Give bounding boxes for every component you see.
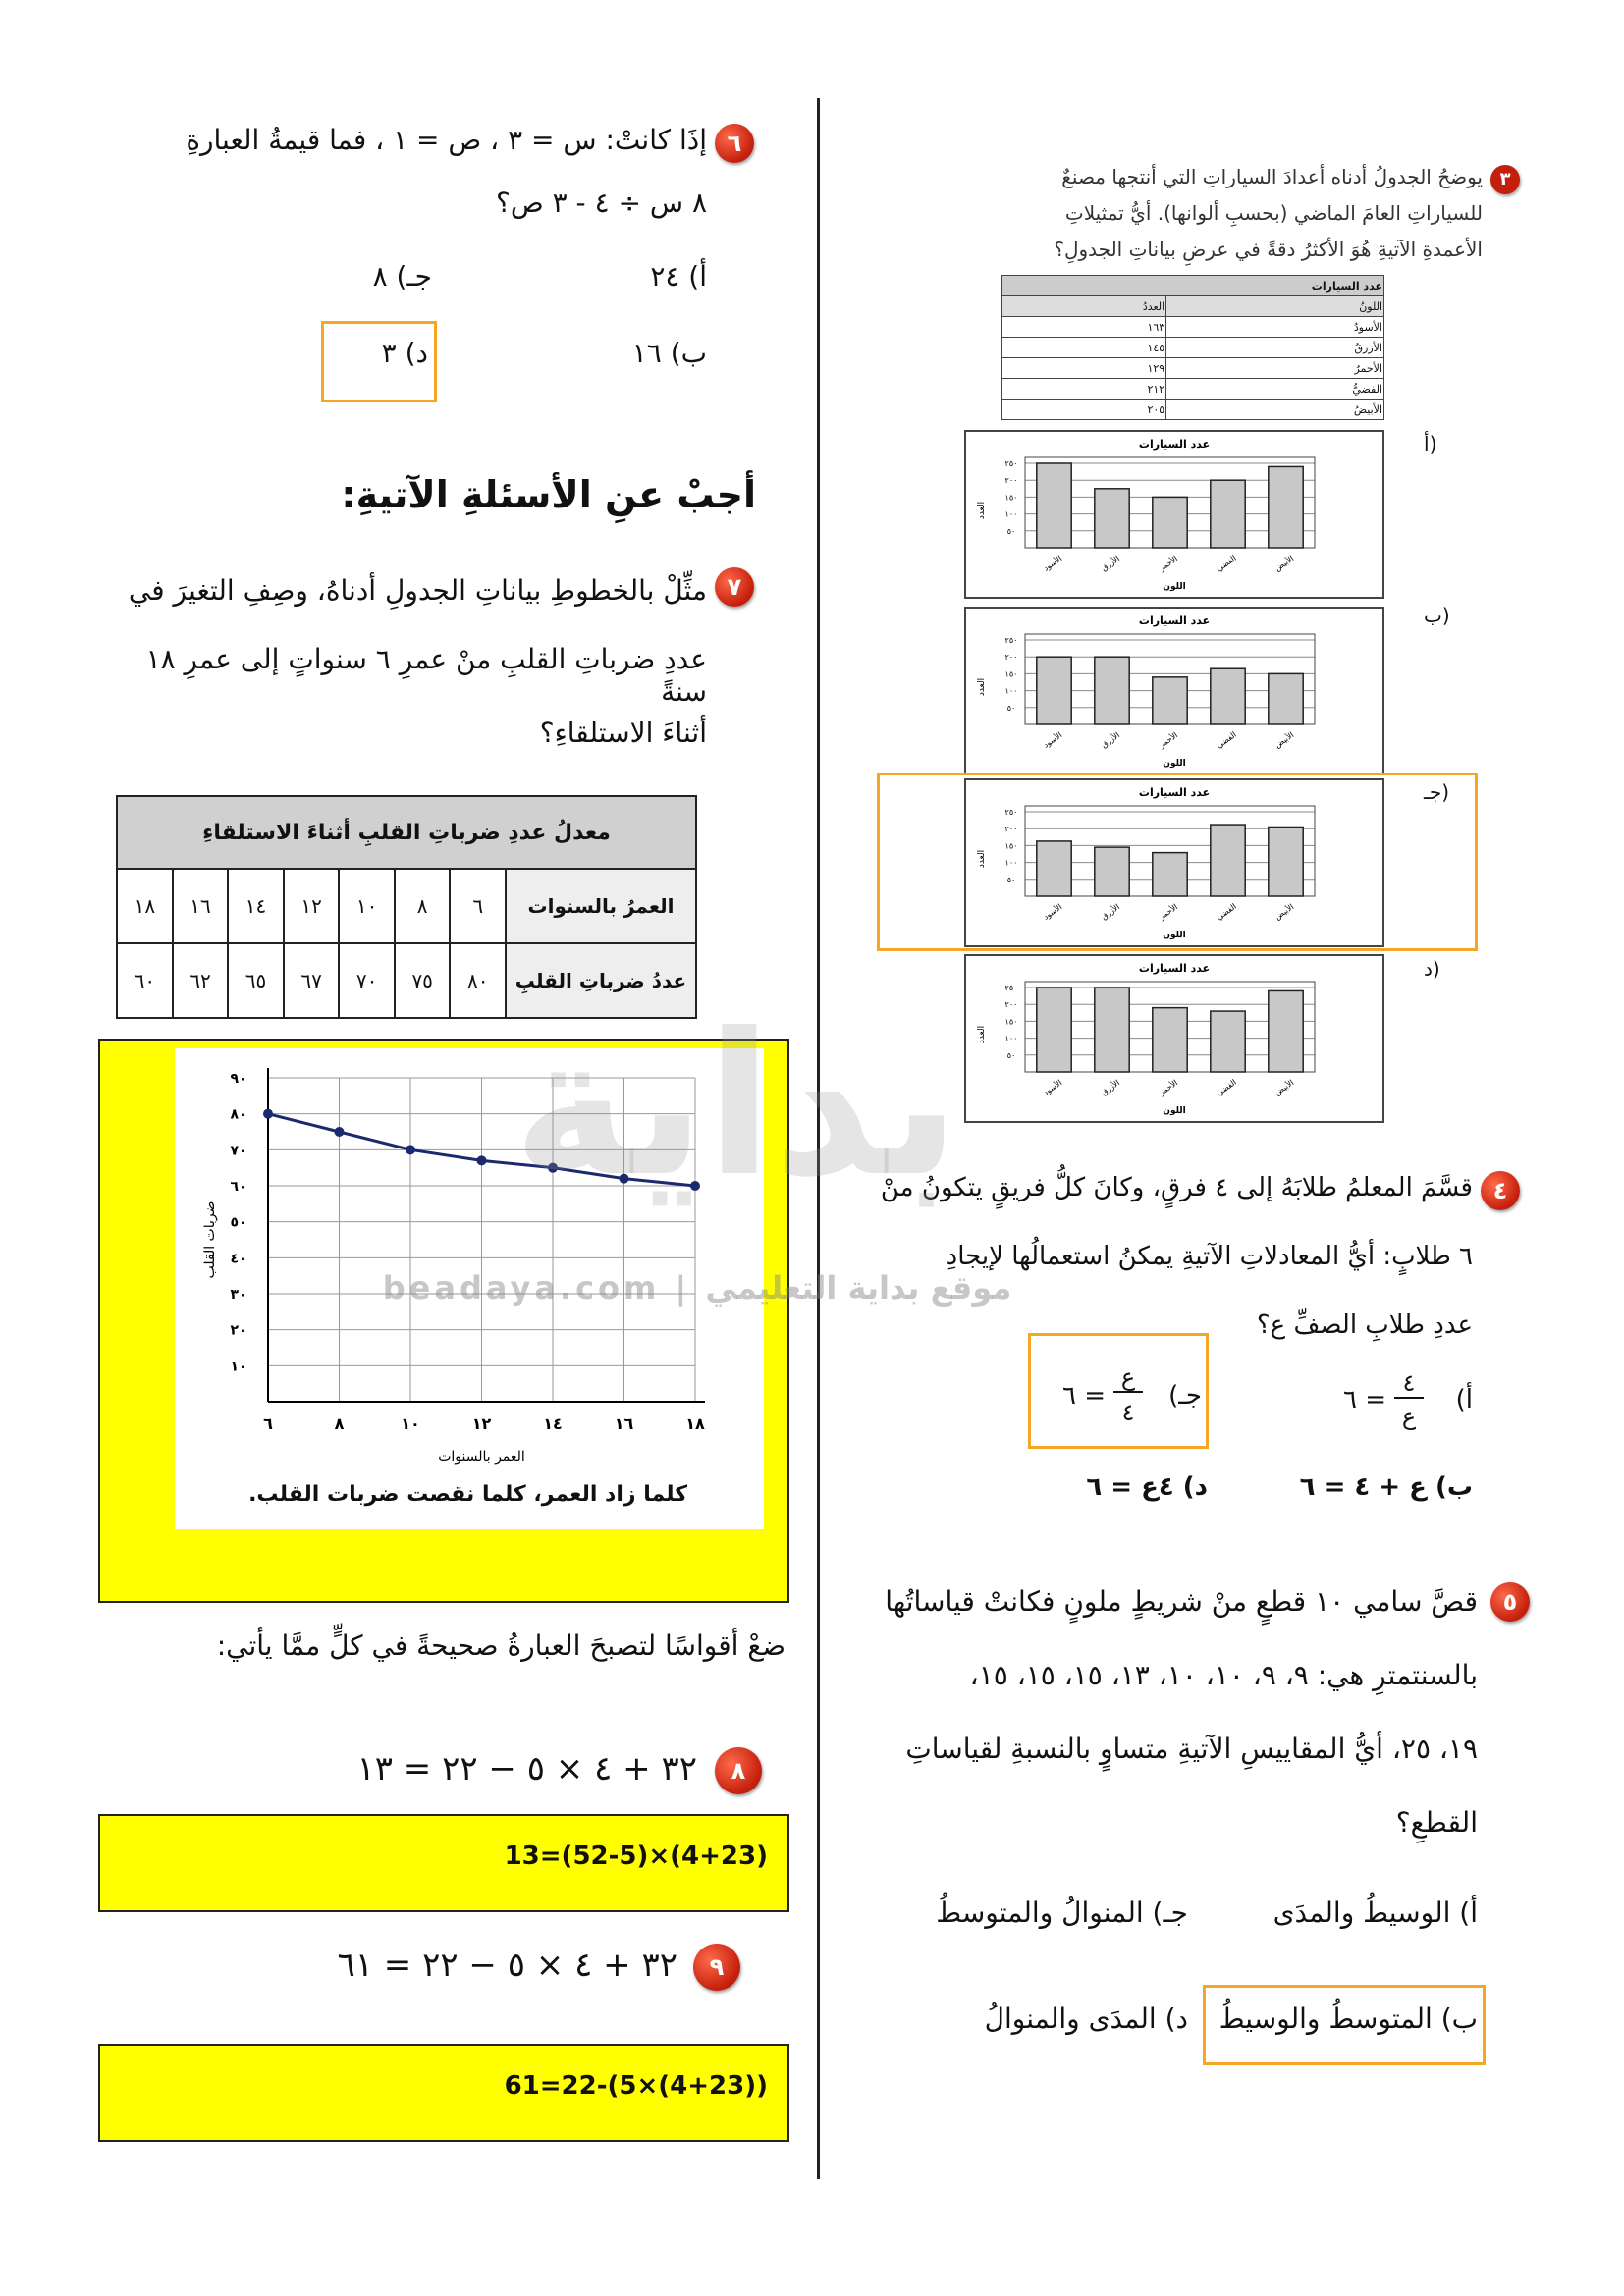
x-axis-label: اللون — [1163, 759, 1186, 769]
table-cell: ١٢ — [284, 869, 340, 943]
table-cell: ٢١٢ — [1002, 379, 1166, 400]
y-axis-label: العدد — [977, 501, 987, 520]
y-tick-label: ٨٠ — [230, 1106, 247, 1123]
y-tick-label: ٢٠٠ — [1004, 476, 1018, 486]
q4-option-d[interactable]: د) ٤ع = ٦ — [1086, 1472, 1208, 1502]
x-tick-label: ١٨ — [685, 1415, 705, 1433]
table-cell: الفضيُّ — [1166, 379, 1384, 400]
data-point — [548, 1163, 558, 1173]
y-axis-label: العدد — [977, 849, 987, 869]
bar — [1269, 990, 1303, 1072]
x-tick-label: الأحمر — [1157, 902, 1180, 922]
q8-answer: 13=(52-5)×(4+23) — [504, 1842, 768, 1871]
q8-answer-box — [98, 1814, 789, 1912]
x-tick-label: الأسود — [1041, 554, 1064, 573]
y-axis-label: العدد — [977, 1025, 987, 1044]
y-tick-label: ٥٠ — [1006, 875, 1016, 884]
x-tick-label: الأبيض — [1272, 1078, 1296, 1097]
bar-chart-title: عدد السيارات — [1138, 614, 1211, 627]
column-divider — [817, 98, 820, 2179]
bar-chart-d-svg — [966, 956, 1382, 1121]
x-tick-label: ١٢ — [471, 1415, 492, 1433]
bar — [1211, 825, 1245, 896]
bar-chart-c-svg — [966, 780, 1382, 945]
y-tick-label: ٢٥٠ — [1004, 984, 1018, 992]
bar-chart-option-a[interactable] — [964, 430, 1384, 599]
q3-option-d-label[interactable]: د) — [1424, 957, 1440, 981]
x-tick-label: الأبيض — [1272, 730, 1296, 750]
table-cell: الأسودُ — [1166, 317, 1384, 338]
y-tick-label: ٢٠٠ — [1004, 1000, 1018, 1010]
y-tick-label: ٢٥٠ — [1004, 459, 1018, 468]
q4-option-a-label: أ) — [1455, 1385, 1473, 1415]
bar — [1095, 988, 1129, 1072]
bar — [1037, 841, 1071, 896]
bar — [1211, 668, 1245, 724]
x-tick-label: الأحمر — [1157, 554, 1180, 573]
y-axis-label: ضربات القلب — [202, 1201, 218, 1279]
y-tick-label: ٤٠ — [230, 1251, 247, 1267]
bar-chart-option-d[interactable] — [964, 954, 1384, 1123]
y-tick-label: ٥٠ — [1006, 526, 1016, 536]
table-cell: ١٢٩ — [1002, 358, 1166, 379]
table-cell: ١٦٣ — [1002, 317, 1166, 338]
y-tick-label: ٣٠ — [230, 1287, 247, 1303]
bar — [1153, 677, 1187, 724]
x-tick-label: الأسود — [1041, 1078, 1064, 1097]
q5-option-b[interactable]: ب) المتوسطُ والوسيطُ — [1218, 2002, 1478, 2035]
y-tick-label: ٩٠ — [230, 1071, 247, 1087]
q4-option-a-numerator: ٤ — [1394, 1369, 1424, 1399]
x-tick-label: الأزرق — [1099, 730, 1122, 750]
table-row-header-age: العمرُ بالسنوات — [506, 869, 696, 943]
table-cell: ٨ — [395, 869, 451, 943]
y-tick-label: ١٥٠ — [1004, 493, 1018, 503]
y-tick-label: ١٥٠ — [1004, 669, 1018, 679]
x-tick-label: الأبيض — [1272, 902, 1296, 922]
y-tick-label: ٥٠ — [1006, 1050, 1016, 1060]
q5-option-c[interactable]: جـ) المنوالُ والمتوسطُ — [936, 1896, 1188, 1929]
y-tick-label: ١٠٠ — [1004, 686, 1018, 696]
y-tick-label: ١٥٠ — [1004, 841, 1018, 851]
watermark-logo: بداية — [513, 991, 960, 1220]
question-number-5: ٥ — [1490, 1582, 1530, 1622]
bar — [1153, 497, 1187, 548]
q5-line3: ١٩، ٢٥، أيُّ المقاييسِ الآتيةِ متساوٍ بالنسبةِ لقياساتِ — [905, 1733, 1478, 1765]
y-tick-label: ١٠٠ — [1004, 858, 1018, 868]
cars-table-title: عدد السيارات — [1002, 276, 1384, 296]
data-point — [406, 1145, 415, 1154]
q6-line1: إذَا كانتْ: س = ٣ ، ص = ١ ، فما قيمةُ العبارةِ — [186, 124, 707, 156]
cars-table-header-color: اللونُ — [1166, 296, 1384, 317]
line-chart-panel — [175, 1048, 764, 1529]
section-heading: أجبْ عنِ الأسئلةِ الآتيةِ: — [341, 473, 756, 516]
heart-rate-table — [116, 795, 697, 1019]
y-tick-label: ٦٠ — [230, 1179, 247, 1195]
bar-chart-option-c[interactable] — [964, 778, 1384, 947]
bar — [1153, 1008, 1187, 1072]
bar-chart-title: عدد السيارات — [1138, 786, 1211, 799]
q4-option-b[interactable]: ب) ع + ٤ = ٦ — [1299, 1472, 1473, 1502]
q4-option-c[interactable] — [1041, 1360, 1208, 1438]
q5-option-a[interactable]: أ) الوسيطُ والمدَى — [1272, 1896, 1478, 1929]
table-cell: ٧٥ — [395, 943, 451, 1018]
table-cell: الأزرقُ — [1166, 338, 1384, 358]
y-axis-label: العدد — [977, 677, 987, 697]
question-number-9: ٩ — [693, 1944, 740, 1991]
q6-line2: ٨ س ÷ ٤ - ٣ ص؟ — [495, 187, 707, 219]
q4-option-a[interactable] — [1286, 1369, 1473, 1438]
table-cell: ٦٥ — [228, 943, 284, 1018]
bar — [1037, 657, 1071, 724]
q3-line3: الأعمدةِ الآتيةِ هُوَ الأكثرُ دقةً في عرضِ بياناتِ الجدولِ؟ — [1054, 238, 1483, 261]
x-tick-label: ١٠ — [401, 1415, 420, 1433]
q3-option-b-label[interactable]: ب) — [1424, 604, 1450, 627]
q4-option-c-denominator: ٤ — [1121, 1399, 1135, 1426]
bar-chart-a-svg — [966, 432, 1382, 597]
q5-line1: قصَّ سامي ١٠ قطعٍ منْ شريطٍ ملونٍ فكانتْ قياساتُها — [885, 1585, 1478, 1618]
q6-option-d[interactable]: د) ٣ — [381, 337, 428, 369]
x-axis-label: العمر بالسنوات — [438, 1449, 525, 1465]
q4-line2: ٦ طلابٍ: أيُّ المعادلاتِ الآتيةِ يمكنُ استعمالُها لإيجادِ — [946, 1242, 1473, 1271]
x-tick-label: الفضي — [1215, 901, 1238, 923]
q7-line2: عددِ ضرباتِ القلبِ منْ عمرِ ٦ سنواتٍ إلى عمرِ ١٨ سنةً — [145, 643, 707, 708]
y-tick-label: ٢٥٠ — [1004, 808, 1018, 817]
bar-chart-title: عدد السيارات — [1138, 962, 1211, 975]
q4-option-a-denominator: ع — [1401, 1403, 1417, 1430]
heart-rate-line-chart — [175, 1048, 764, 1529]
q4-option-c-numerator: ع — [1113, 1363, 1143, 1393]
x-tick-label: الأحمر — [1157, 730, 1180, 750]
data-point — [620, 1174, 629, 1184]
x-tick-label: الأسود — [1041, 902, 1064, 922]
q7-answer-text: كلما زاد العمر، كلما نقصت ضربات القلب. — [248, 1482, 687, 1507]
bar — [1269, 466, 1303, 548]
data-point — [335, 1127, 345, 1137]
x-tick-label: ٦ — [263, 1415, 273, 1433]
q4-option-a-rhs: = ٦ — [1342, 1385, 1386, 1415]
table-cell: ٦ — [450, 869, 506, 943]
q7-line3: أثناءَ الاستلقاءِ؟ — [539, 717, 707, 749]
heart-rate-table-title: معدلُ عددِ ضرباتِ القلبِ أثناءَ الاستلقاءِ — [117, 796, 696, 869]
x-tick-label: الأبيض — [1272, 554, 1296, 573]
x-tick-label: الفضي — [1215, 729, 1238, 751]
cars-table — [1001, 275, 1384, 420]
table-cell: ٢٠٥ — [1002, 400, 1166, 420]
table-cell: ٦٠ — [117, 943, 173, 1018]
bar-chart-option-b[interactable] — [964, 607, 1384, 775]
y-tick-label: ٥٠ — [230, 1214, 247, 1231]
q5-line2: بالسنتمترِ هي: ٩، ٩، ١٠، ١٠، ١٣، ١٥، ١٥، ١٥، — [969, 1659, 1478, 1691]
data-point — [477, 1155, 487, 1165]
x-tick-label: الأزرق — [1099, 1078, 1122, 1097]
bar-chart-title: عدد السيارات — [1138, 438, 1211, 451]
bar — [1037, 463, 1071, 548]
y-tick-label: ٢٠ — [230, 1322, 247, 1339]
x-axis-label: اللون — [1163, 931, 1186, 940]
y-tick-label: ٢٠٠ — [1004, 653, 1018, 663]
y-tick-label: ٢٥٠ — [1004, 636, 1018, 645]
y-tick-label: ١٠٠ — [1004, 1034, 1018, 1043]
q6-option-b[interactable]: ب) ١٦ — [631, 337, 707, 369]
q9-answer: 61=22-(5×(4+23)) — [504, 2071, 768, 2101]
table-cell: ٨٠ — [450, 943, 506, 1018]
q3-line2: للسياراتِ العامَ الماضي (بحسبِ ألوانها). أيُّ تمثيلاتِ — [1064, 201, 1483, 225]
q6-option-a[interactable]: أ) ٢٤ — [650, 260, 707, 293]
q7-line1: مثِّلْ بالخطوطِ بياناتِ الجدولِ أدناهُ، وصِفِ التغيرَ في — [128, 574, 707, 607]
question-number-3: ٣ — [1490, 165, 1520, 194]
bar — [1095, 489, 1129, 548]
q4-line1: قسَّمَ المعلمُ طلابَهُ إلى ٤ فرقٍ، وكانَ كلُّ فريقٍ يتكونُ منْ — [880, 1173, 1473, 1202]
q5-line4: القطعِ؟ — [1395, 1806, 1478, 1839]
q4-line3: عددِ طلابِ الصفِّ ع؟ — [1256, 1310, 1473, 1340]
cars-table-header-count: العددُ — [1002, 296, 1166, 317]
table-cell: ١٠ — [339, 869, 395, 943]
y-tick-label: ٢٠٠ — [1004, 825, 1018, 834]
question-number-8: ٨ — [715, 1747, 762, 1794]
bar — [1037, 988, 1071, 1072]
data-point — [690, 1181, 700, 1191]
y-tick-label: ٥٠ — [1006, 703, 1016, 713]
y-tick-label: ١٠٠ — [1004, 509, 1018, 519]
q3-option-a-label[interactable]: أ) — [1424, 432, 1437, 455]
q5-option-d[interactable]: د) المدَى والمنوالُ — [984, 2002, 1188, 2035]
table-cell: الأحمرُ — [1166, 358, 1384, 379]
q4-option-c-label: جـ) — [1168, 1381, 1202, 1411]
table-cell: ١٨ — [117, 869, 173, 943]
q4-option-c-rhs: = ٦ — [1061, 1381, 1106, 1411]
x-tick-label: ٨ — [334, 1415, 345, 1433]
question-number-6: ٦ — [715, 124, 754, 163]
x-axis-label: اللون — [1163, 582, 1186, 592]
x-axis-label: اللون — [1163, 1106, 1186, 1116]
y-tick-label: ١٠ — [230, 1359, 247, 1375]
q9-answer-box — [98, 2044, 789, 2142]
bar — [1269, 827, 1303, 896]
x-tick-label: الأحمر — [1157, 1078, 1180, 1097]
question-number-4: ٤ — [1481, 1171, 1520, 1210]
table-cell: ٧٠ — [339, 943, 395, 1018]
x-tick-label: الأزرق — [1099, 554, 1122, 573]
data-point — [263, 1109, 273, 1119]
bar — [1153, 853, 1187, 896]
y-tick-label: ١٥٠ — [1004, 1017, 1018, 1027]
y-tick-label: ٧٠ — [230, 1143, 247, 1159]
q9-expression: ٣٢ + ٤ × ٥ − ٢٢ = ٦١ — [337, 1946, 677, 1985]
watermark-site: beadaya.com | موقع بداية التعليمي — [382, 1269, 1012, 1307]
x-tick-label: ١٦ — [614, 1415, 634, 1433]
bar — [1211, 480, 1245, 548]
x-tick-label: الفضي — [1215, 1077, 1238, 1098]
table-cell: الأبيضُ — [1166, 400, 1384, 420]
brackets-instruction: ضعْ أقواسًا لتصبحَ العبارةُ صحيحةً في كلٍّ ممَّا يأتي: — [216, 1629, 785, 1662]
x-tick-label: الأزرق — [1099, 902, 1122, 922]
table-row-header-heartbeats: عددُ ضرباتِ القلبِ — [506, 943, 696, 1018]
bar — [1095, 847, 1129, 896]
x-tick-label: الفضي — [1215, 553, 1238, 574]
table-cell: ٦٢ — [173, 943, 229, 1018]
table-cell: ١٤٥ — [1002, 338, 1166, 358]
q3-line1: يوضحُ الجدولُ أدناه أعدادَ السياراتِ التي أنتجها مصنعٌ — [1061, 165, 1483, 188]
bar — [1211, 1011, 1245, 1072]
bar — [1095, 657, 1129, 724]
q6-option-c[interactable]: جـ) ٨ — [372, 260, 432, 293]
table-cell: ١٤ — [228, 869, 284, 943]
q8-expression: ٣٢ + ٤ × ٥ − ٢٢ = ١٣ — [356, 1749, 697, 1789]
x-tick-label: الأسود — [1041, 730, 1064, 750]
x-tick-label: ١٤ — [543, 1415, 563, 1433]
bar — [1269, 673, 1303, 724]
bar-chart-b-svg — [966, 609, 1382, 774]
q3-option-c-label[interactable]: جـ) — [1424, 780, 1450, 804]
table-cell: ١٦ — [173, 869, 229, 943]
question-number-7: ٧ — [715, 567, 754, 607]
table-cell: ٦٧ — [284, 943, 340, 1018]
